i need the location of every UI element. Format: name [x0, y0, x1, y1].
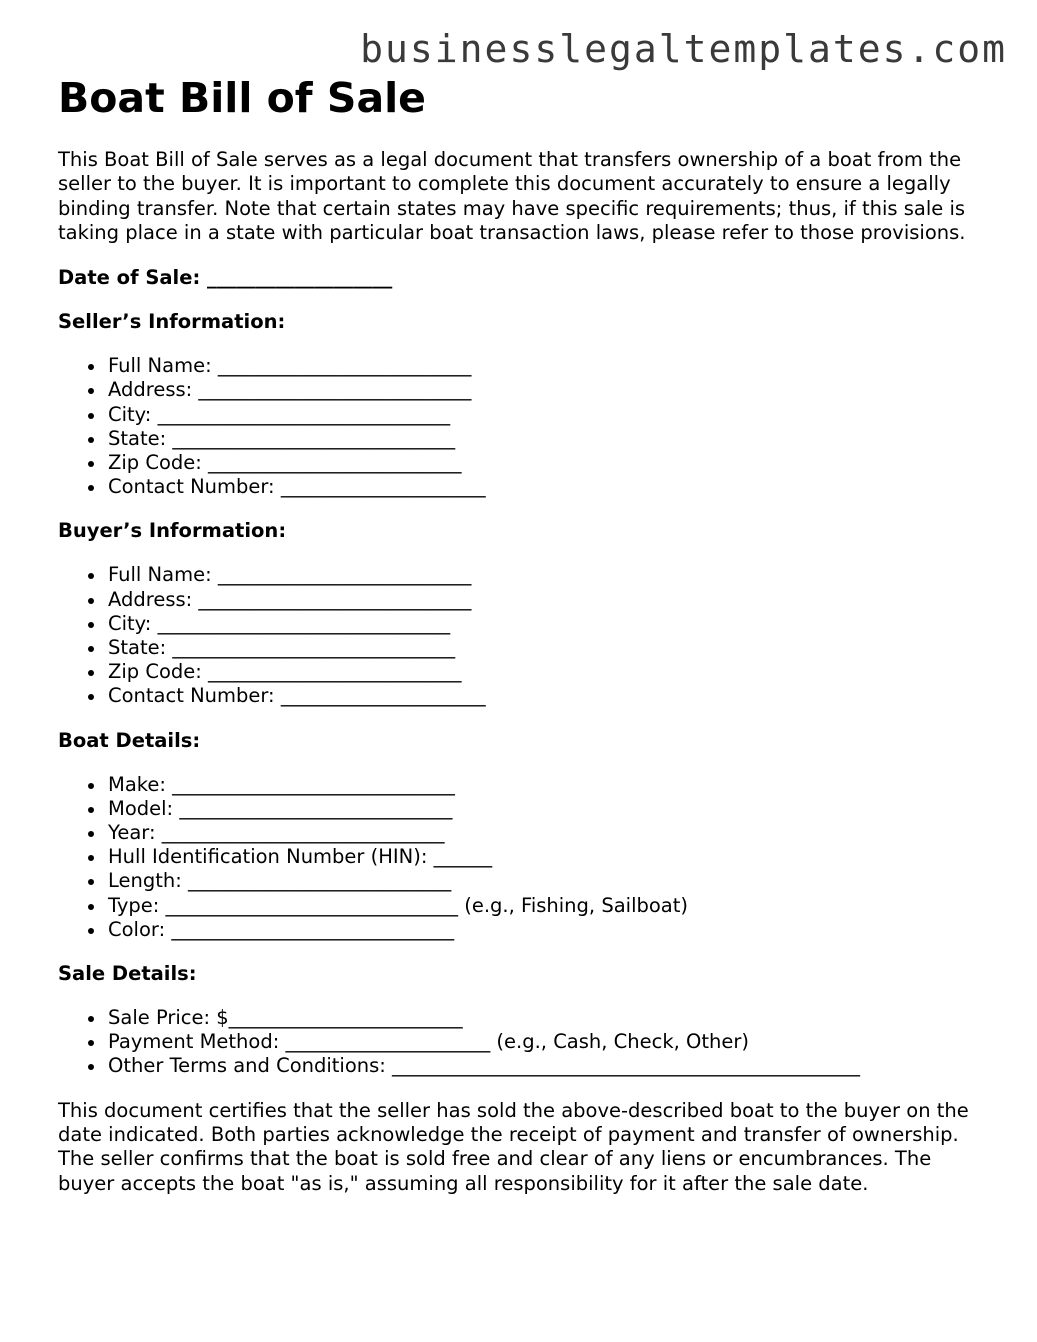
date-of-sale-field: Date of Sale: ___________________	[58, 266, 393, 290]
buyer-fields-list	[58, 563, 988, 708]
buyer-contact-field: Contact Number: _____________________	[108, 684, 988, 708]
seller-zip-field: Zip Code: __________________________	[108, 451, 988, 475]
boat-type-field: Type: ______________________________ (e.g., Fishing, Sailboat)	[108, 894, 988, 918]
buyer-zip-field: Zip Code: __________________________	[108, 660, 988, 684]
boat-fields-list	[58, 773, 988, 942]
buyer-address-field: Address: ____________________________	[108, 588, 988, 612]
sale-details-heading: Sale Details:	[58, 962, 197, 986]
boat-year-field: Year: _____________________________	[108, 821, 988, 845]
document-body	[58, 74, 988, 1196]
seller-state-field: State: _____________________________	[108, 427, 988, 451]
seller-heading: Seller’s Information:	[58, 310, 286, 334]
boat-make-field: Make: _____________________________	[108, 773, 988, 797]
sale-fields-list	[58, 1006, 988, 1079]
buyer-city-field: City: ______________________________	[108, 612, 988, 636]
sale-price-field: Sale Price: $________________________	[108, 1006, 988, 1030]
page-title: Boat Bill of Sale	[58, 74, 426, 122]
intro-paragraph: This Boat Bill of Sale serves as a legal document that transfers ownership of a boat from the seller to the buyer. It is important to complete this document accurately to ensure a legally binding transfer. Note that certain states may have specific requirements; thus, if this sale is taking place in a state with particular boat transaction laws, please refer to those provisions.	[58, 148, 966, 244]
payment-method-field: Payment Method: _____________________ (e.g., Cash, Check, Other)	[108, 1030, 988, 1054]
seller-address-field: Address: ____________________________	[108, 378, 988, 402]
seller-full-name-field: Full Name: __________________________	[108, 354, 988, 378]
seller-city-field: City: ______________________________	[108, 403, 988, 427]
watermark: businesslegaltemplates.com	[360, 27, 1007, 71]
boat-model-field: Model: ____________________________	[108, 797, 988, 821]
buyer-full-name-field: Full Name: __________________________	[108, 563, 988, 587]
buyer-state-field: State: _____________________________	[108, 636, 988, 660]
boat-hin-field: Hull Identification Number (HIN): ______	[108, 845, 988, 869]
seller-fields-list	[58, 354, 988, 499]
buyer-heading: Buyer’s Information:	[58, 519, 287, 543]
other-terms-field: Other Terms and Conditions: ________________________________________________	[108, 1054, 988, 1078]
closing-paragraph: This document certifies that the seller has sold the above-described boat to the buyer on the date indicated. Both parties acknowledge the receipt of payment and transfer of ownership. The seller confirms that the boat is sold free and clear of any liens or encumbrances. The buyer accepts the boat "as is," assuming all responsibility for it after the sale date.	[58, 1098, 969, 1195]
seller-contact-field: Contact Number: _____________________	[108, 475, 988, 499]
boat-details-heading: Boat Details:	[58, 728, 201, 752]
boat-length-field: Length: ___________________________	[108, 869, 988, 893]
boat-color-field: Color: _____________________________	[108, 918, 988, 942]
